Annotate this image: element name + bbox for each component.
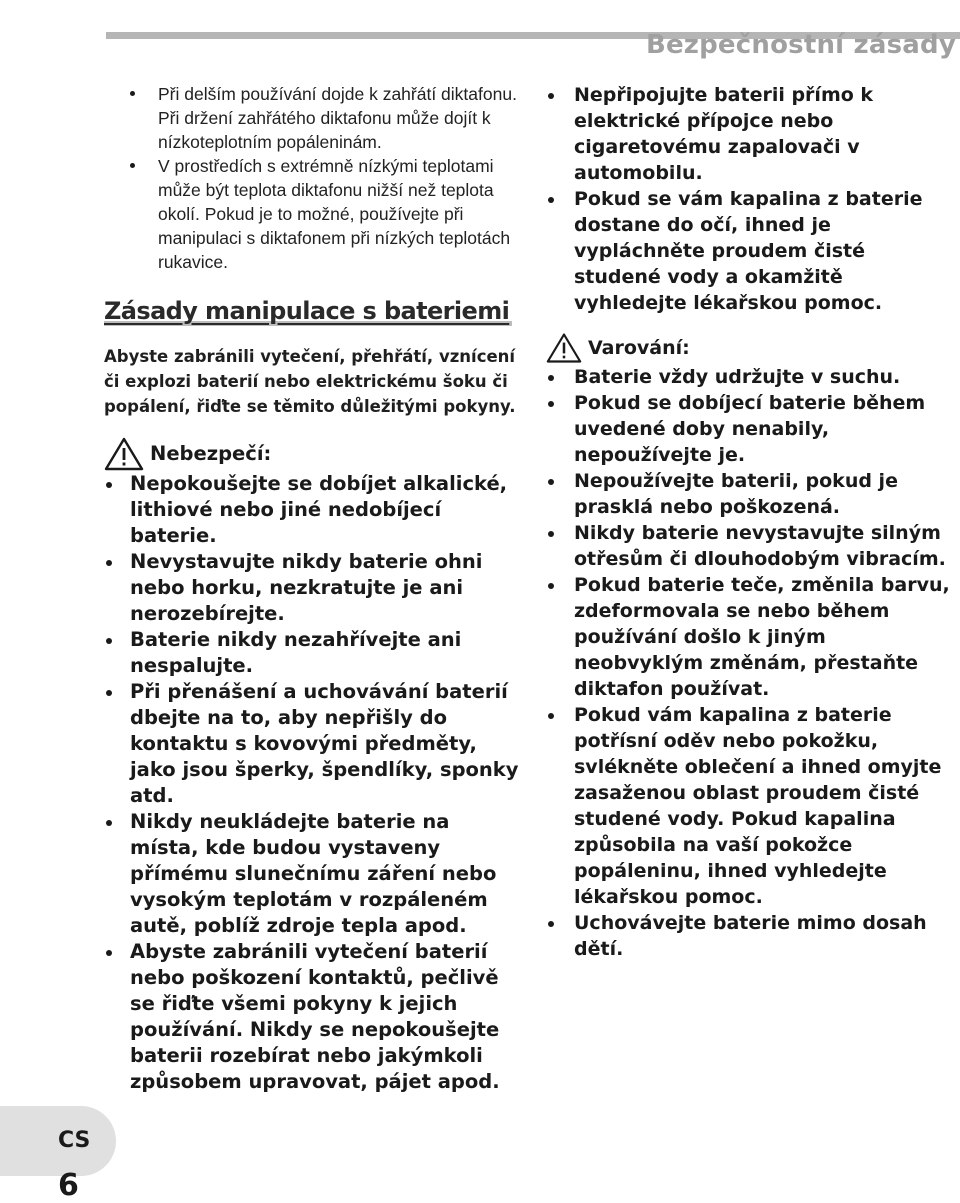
warning-list [546, 364, 956, 962]
list-item: Nepřipojujte baterii přímo k elektrické přípojce nebo cigaretovému zapalovači v automobilu. [546, 82, 956, 186]
section-intro: Abyste zabránili vytečení, přehřátí, vznícení či explozi baterií nebo elektrickému šoku či popálení, řiďte se těmito důležitými pokyny. [104, 347, 516, 416]
warning-triangle-icon [546, 332, 582, 364]
list-item: V prostředích s extrémně nízkými teplotami může být teplota diktafonu nižší než teplota okolí. Pokud je to možné, používejte při manipulaci s diktafonem při nízkých teplotách rukavice. [104, 154, 524, 274]
list-item: Nikdy baterie nevystavujte silným otřesům či dlouhodobým vibracím. [546, 520, 956, 572]
left-column [104, 82, 524, 1095]
list-item: Při delším používání dojde k zahřátí diktafonu. Při držení zahřátého diktafonu může dojít k nízkoteplotním popáleninám. [104, 82, 524, 154]
list-item: Pokud se vám kapalina z baterie dostane do očí, ihned je vypláchněte proudem čisté studené vody a okamžitě vyhledejte lékařskou pomoc. [546, 186, 956, 316]
page-header-title: Bezpečnostní zásady [645, 30, 956, 60]
list-item: Při přenášení a uchovávání baterií dbejte na to, aby nepřišly do kontaktu s kovovými předměty, jako jsou šperky, špendlíky, sponky atd. [104, 679, 524, 809]
list-item: Uchovávejte baterie mimo dosah dětí. [546, 910, 956, 962]
list-item: Abyste zabránili vytečení baterií nebo poškození kontaktů, pečlivě se řiďte všemi pokyny k jejich používání. Nikdy se nepokoušejte baterii rozebírat nebo jakýmkoli způsobem upravovat, pájet apod. [104, 939, 524, 1095]
section-heading [104, 296, 524, 326]
danger-continued-list [546, 82, 956, 316]
list-item: Nepokoušejte se dobíjet alkalické, lithiové nebo jiné nedobíjecí baterie. [104, 471, 524, 549]
list-item: Pokud se dobíjecí baterie během uvedené doby nenabily, nepoužívejte je. [546, 390, 956, 468]
danger-title: Nebezpečí: [150, 442, 272, 465]
danger-heading [104, 437, 524, 471]
right-column [546, 82, 956, 962]
list-item: Baterie nikdy nezahřívejte ani nespalujte. [104, 627, 524, 679]
list-item: Nikdy neukládejte baterie na místa, kde budou vystaveny přímému slunečnímu záření nebo vysokým teplotám v rozpáleném autě, poblíž zdroje tepla apod. [104, 809, 524, 939]
page-number: 6 [58, 1168, 79, 1203]
list-item: Pokud vám kapalina z baterie potřísní oděv nebo pokožku, svlékněte oblečení a ihned omyjte zasaženou oblast proudem čisté studené vody. Pokud kapalina způsobila na vaší pokožce popáleninu, ihned vyhledejte lékařskou pomoc. [546, 702, 956, 910]
warning-title: Varování: [588, 337, 690, 359]
language-label: CS [58, 1128, 91, 1153]
danger-list [104, 471, 524, 1095]
list-item: Baterie vždy udržujte v suchu. [546, 364, 956, 390]
list-item: Pokud baterie teče, změnila barvu, zdeformovala se nebo během používání došlo k jiným neobvyklým změnám, přestaňte diktafon používat. [546, 572, 956, 702]
intro-list [104, 82, 524, 274]
header-bar [106, 30, 960, 60]
section-heading-text: Zásady manipulace s bateriemi [104, 297, 510, 325]
list-item: Nevystavujte nikdy baterie ohni nebo horku, nezkratujte je ani nerozebírejte. [104, 549, 524, 627]
warning-heading [546, 332, 956, 364]
warning-triangle-icon [104, 437, 144, 471]
list-item: Nepoužívejte baterii, pokud je prasklá nebo poškozená. [546, 468, 956, 520]
